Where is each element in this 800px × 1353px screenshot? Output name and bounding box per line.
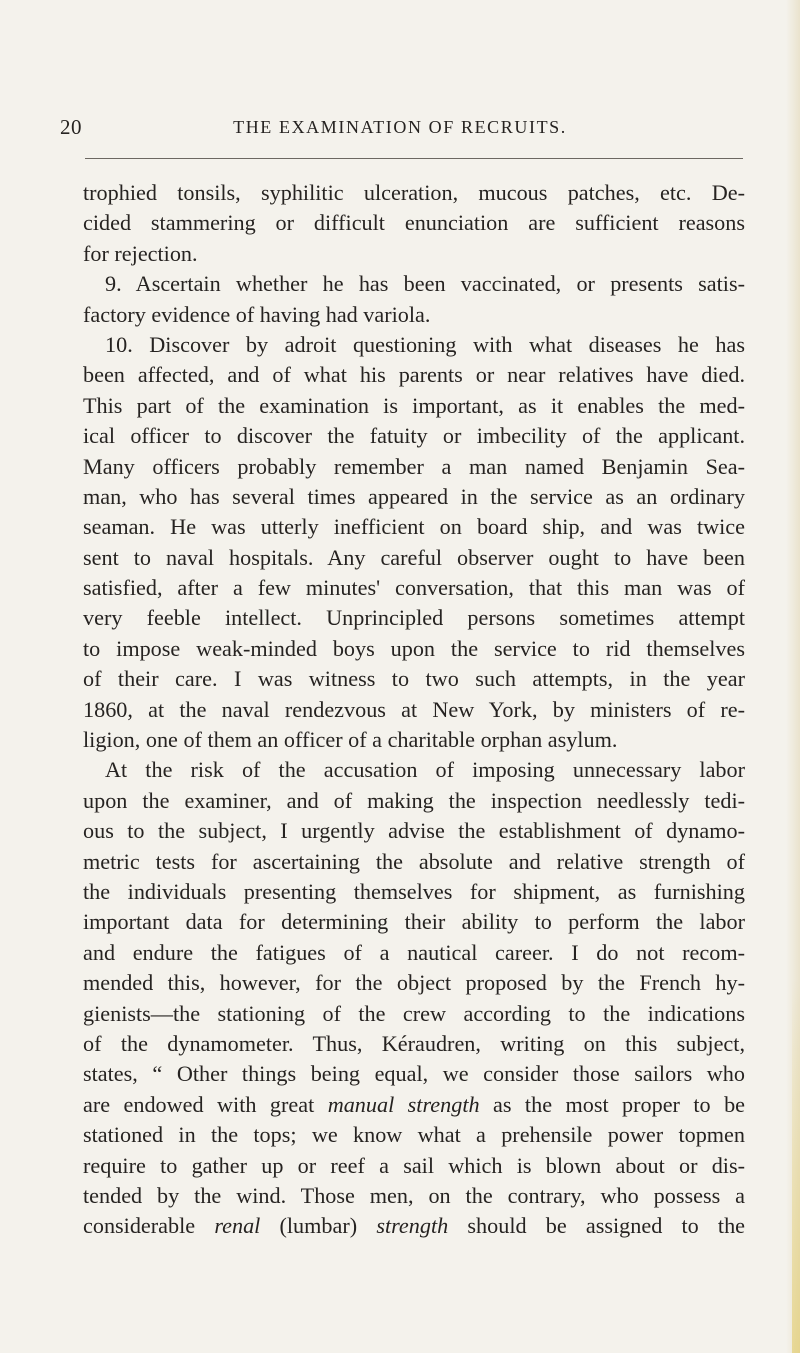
- text-line: Many officers probably remember a man named Benjamin Sea-: [83, 453, 745, 479]
- text-line: and endure the fatigues of a nautical career. I do not recom-: [83, 939, 745, 965]
- text-line: to impose weak-minded boys upon the service to rid themselves: [83, 635, 745, 661]
- text-line: factory evidence of having had variola.: [83, 301, 431, 327]
- text-line: important data for determining their ability to perform the labor: [83, 909, 745, 935]
- text-line: states, “ Other things being equal, we consider those sailors who: [83, 1061, 745, 1087]
- text-line: sent to naval hospitals. Any careful observer ought to have been: [83, 544, 745, 570]
- text-line: ical officer to discover the fatuity or imbecility of the applicant.: [83, 423, 745, 449]
- text-line: ligion, one of them an officer of a charitable orphan asylum.: [83, 727, 618, 753]
- text-line: cided stammering or difficult enunciation are sufficient reasons: [83, 210, 745, 236]
- text-line: gienists—the stationing of the crew according to the indications: [83, 1000, 745, 1026]
- text-line: mended this, however, for the object proposed by the French hy-: [83, 970, 745, 996]
- text-line: trophied tonsils, syphilitic ulceration, mucous patches, etc. De-: [83, 180, 745, 205]
- text-line: of the dynamometer. Thus, Kéraudren, writing on this subject,: [83, 1030, 745, 1056]
- text-line: metric tests for ascertaining the absolute and relative strength of: [83, 848, 745, 874]
- text-segment: are endowed with great: [83, 1091, 328, 1117]
- page-header: [60, 115, 740, 139]
- text-line: 10. Discover by adroit questioning with what diseases he has: [105, 331, 745, 357]
- text-line: tended by the wind. Those men, on the contrary, who possess a: [83, 1182, 745, 1208]
- text-line: seaman. He was utterly inefficient on board ship, and was twice: [83, 514, 745, 540]
- text-segment: as the most proper to be: [479, 1091, 746, 1117]
- text-line: 9. Ascertain whether he has been vaccinated, or presents satis-: [105, 271, 745, 297]
- page-edge-tint: [792, 980, 800, 1353]
- text-line: ous to the subject, I urgently advise the establishment of dynamo-: [83, 818, 745, 844]
- italic-word: strength: [376, 1213, 449, 1239]
- italic-word: renal: [214, 1213, 261, 1239]
- text-line: satisfied, after a few minutes' conversation, that this man was of: [83, 575, 745, 601]
- text-line: require to gather up or reef a sail which is blown about or dis-: [83, 1152, 745, 1178]
- italic-phrase: manual strength: [327, 1091, 480, 1117]
- text-line: man, who has several times appeared in the service as an ordinary: [83, 483, 745, 509]
- text-segment: (lumbar): [260, 1213, 377, 1239]
- text-line: stationed in the tops; we know what a prehensile power topmen: [83, 1122, 745, 1148]
- text-line: At the risk of the accusation of imposing unnecessary labor: [105, 757, 745, 783]
- text-line: 1860, at the naval rendezvous at New York, by ministers of re-: [83, 696, 745, 722]
- running-head: THE EXAMINATION OF RECRUITS.: [233, 117, 567, 137]
- text-line: been affected, and of what his parents or near relatives have died.: [83, 362, 745, 388]
- text-segment: should be assigned to the: [448, 1213, 746, 1239]
- header-rule: [85, 158, 743, 159]
- text-line: the individuals presenting themselves for shipment, as furnishing: [83, 878, 745, 904]
- page-number: 20: [60, 115, 82, 139]
- text-line: for rejection.: [83, 240, 198, 266]
- text-line: [83, 1090, 745, 1120]
- body-text: [83, 178, 745, 1242]
- text-line: This part of the examination is important, as it enables the med-: [83, 392, 745, 418]
- text-line: upon the examiner, and of making the inspection needlessly tedi-: [83, 787, 745, 813]
- text-line: very feeble intellect. Unprincipled persons sometimes attempt: [83, 605, 745, 631]
- text-line: of their care. I was witness to two such attempts, in the year: [83, 666, 745, 692]
- text-segment: considerable: [83, 1213, 215, 1239]
- text-line: [83, 1211, 745, 1241]
